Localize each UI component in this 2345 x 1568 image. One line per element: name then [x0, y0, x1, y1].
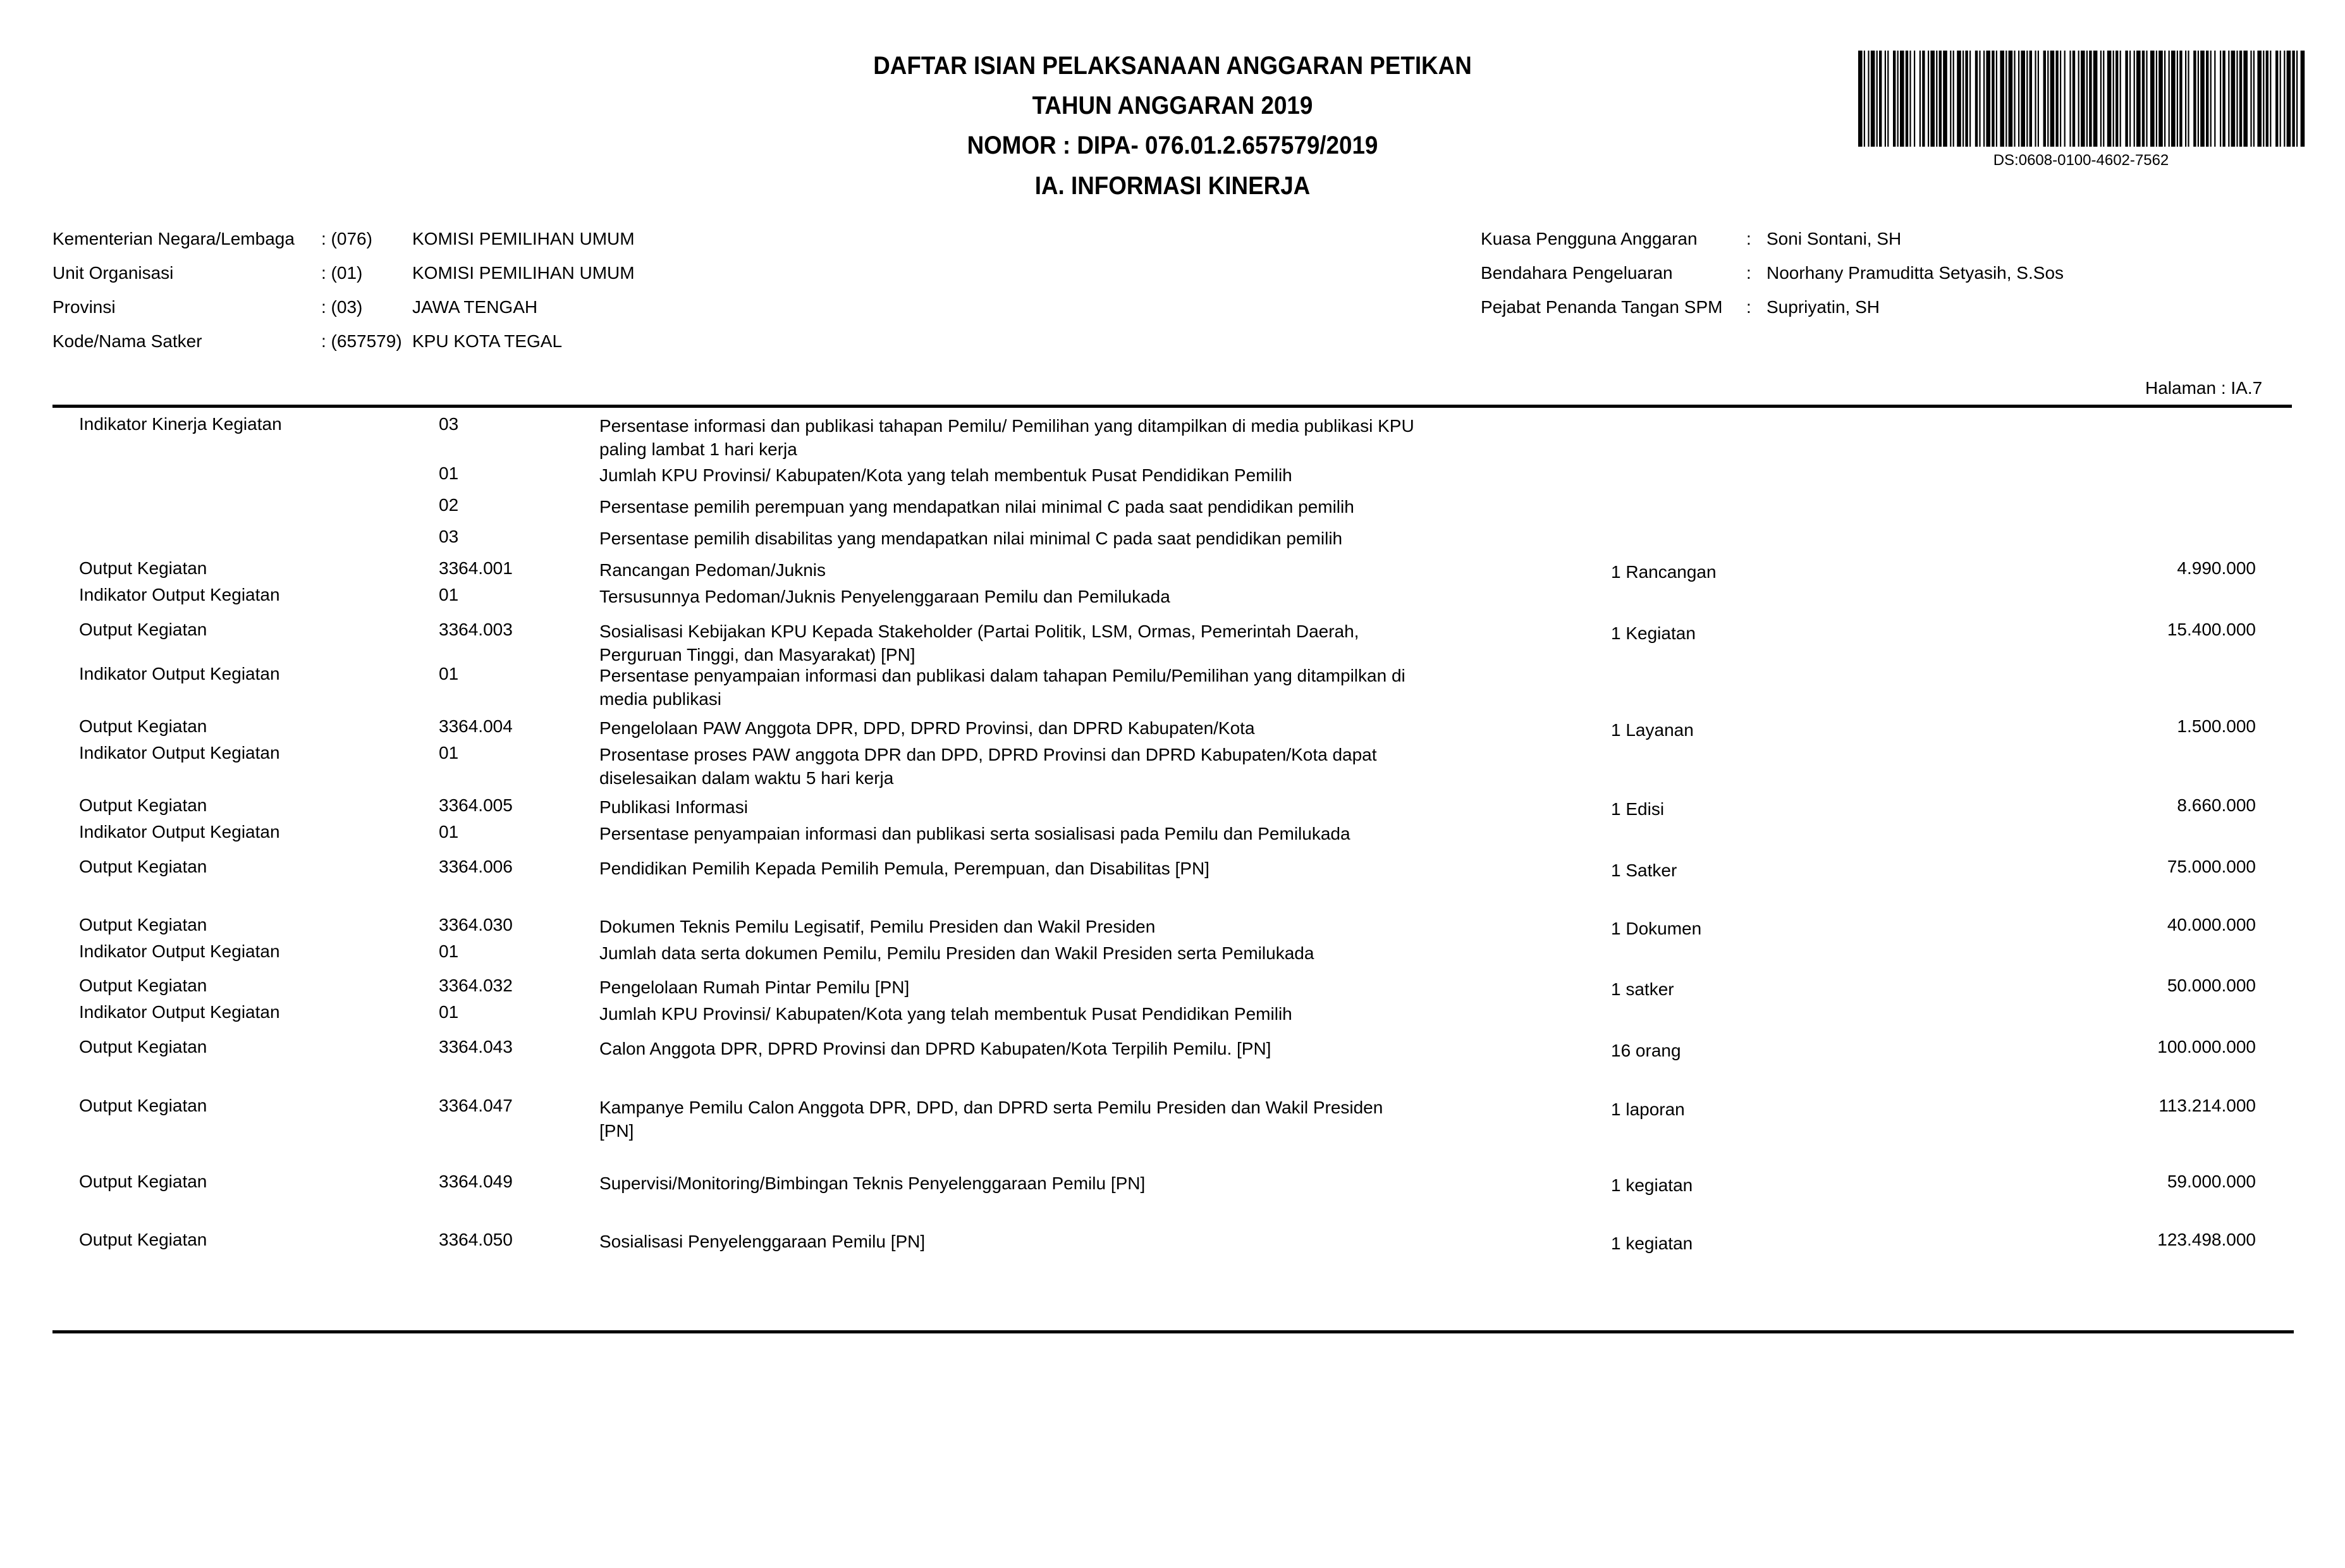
barcode-bar: [2136, 51, 2141, 147]
row-volume: 1 Kegiatan: [1611, 623, 1696, 643]
info-label: Pejabat Penanda Tangan SPM: [1481, 297, 1723, 317]
barcode-bar: [1914, 51, 1915, 147]
barcode-bar: [2275, 51, 2278, 147]
barcode-bar: [2142, 51, 2145, 147]
barcode-bar: [2210, 51, 2212, 147]
barcode-bar: [2014, 51, 2015, 147]
row-volume: 1 Rancangan: [1611, 562, 1717, 582]
row-description: Jumlah KPU Provinsi/ Kabupaten/Kota yang telah membentuk Pusat Pendidikan Pemilih: [599, 465, 1292, 485]
barcode-bar: [2134, 51, 2135, 147]
barcode-bar: [2198, 51, 2199, 147]
barcode-bar: [2038, 51, 2039, 147]
barcode-bar: [1879, 51, 1882, 147]
barcode-bar: [1950, 51, 1951, 147]
barcode-bar: [2257, 51, 2262, 147]
row-description: Persentase informasi dan publikasi tahapan Pemilu/ Pemilihan yang ditampilkan di media publikasi KPU paling lambat 1 hari kerja: [599, 416, 1414, 459]
page-label: Halaman :: [2145, 378, 2226, 398]
barcode-bar: [2301, 51, 2305, 147]
barcode-bar: [1969, 51, 1971, 147]
barcode-bar: [1864, 51, 1865, 147]
barcode-bar: [1928, 51, 1929, 147]
barcode-bar: [1965, 51, 1968, 147]
barcode-bar: [1893, 51, 1895, 147]
row-description: Calon Anggota DPR, DPRD Provinsi dan DPRD Kabupaten/Kota Terpilih Pemilu. [PN]: [599, 1039, 1271, 1058]
barcode-bar: [2146, 51, 2147, 147]
barcode-bar: [2177, 51, 2178, 147]
row-type: Indikator Kinerja Kegiatan: [79, 414, 282, 434]
row-code: 3364.005: [439, 795, 513, 815]
row-description: Tersusunnya Pedoman/Juknis Penyelenggaraan Pemilu dan Pemilukada: [599, 587, 1170, 606]
row-volume: 1 Edisi: [1611, 799, 1665, 819]
page-value: IA.7: [2231, 378, 2263, 398]
barcode-bar: [1975, 51, 1978, 147]
barcode-bar: [1858, 51, 1863, 147]
barcode-bar: [2220, 51, 2221, 147]
info-code: : (657579): [321, 331, 402, 351]
barcode-bar: [2292, 51, 2294, 147]
barcode-bar: [2296, 51, 2298, 147]
row-description: Persentase pemilih disabilitas yang mendapatkan nilai minimal C pada saat pendidikan pemilih: [599, 529, 1343, 548]
barcode-bar: [2287, 51, 2291, 147]
barcode-bar: [2043, 51, 2046, 147]
row-type: Output Kegiatan: [79, 915, 207, 934]
barcode-bar: [1962, 51, 1964, 147]
row-type: Output Kegiatan: [79, 1037, 207, 1057]
barcode-bar: [1900, 51, 1904, 147]
row-type: Output Kegiatan: [79, 1172, 207, 1191]
row-description: Sosialisasi Penyelenggaraan Pemilu [PN]: [599, 1232, 926, 1251]
row-type: Output Kegiatan: [79, 716, 207, 736]
barcode-bar: [2222, 51, 2225, 147]
row-code: 3364.006: [439, 857, 513, 876]
barcode-bar: [2253, 51, 2255, 147]
row-volume: 1 Dokumen: [1611, 919, 1702, 938]
row-description: Supervisi/Monitoring/Bimbingan Teknis Penyelenggaraan Pemilu [PN]: [599, 1173, 1146, 1193]
row-type: Indikator Output Kegiatan: [79, 941, 280, 961]
section-title: IA. INFORMASI KINERJA: [1034, 172, 1311, 200]
row-code: 03: [439, 527, 459, 546]
barcode-bar: [1885, 51, 1886, 147]
barcode-bar: [2000, 51, 2004, 147]
barcode-bar: [1906, 51, 1908, 147]
barcode-bar: [2250, 51, 2251, 147]
row-code: 3364.050: [439, 1230, 513, 1249]
row-description: Pendidikan Pemilih Kepada Pemilih Pemula, Perempuan, dan Disabilitas [PN]: [599, 859, 1209, 878]
info-value: JAWA TENGAH: [412, 297, 538, 317]
barcode-bar: [1943, 51, 1947, 147]
row-code: 03: [439, 414, 459, 434]
row-volume: 1 Layanan: [1611, 720, 1694, 740]
info-label: Kode/Nama Satker: [52, 331, 202, 351]
table-top-rule: [52, 405, 2292, 408]
info-value: KOMISI PEMILIHAN UMUM: [412, 229, 635, 248]
row-type: Indikator Output Kegiatan: [79, 822, 280, 842]
info-code: : (03): [321, 297, 363, 317]
barcode-bar: [1953, 51, 1954, 147]
row-code: 3364.043: [439, 1037, 513, 1057]
row-description: Rancangan Pedoman/Juknis: [599, 560, 826, 580]
info-value: Noorhany Pramuditta Setyasih, S.Sos: [1766, 263, 2064, 283]
barcode-bar: [1871, 51, 1875, 147]
barcode-bar: [2089, 51, 2091, 147]
info-code: : (076): [321, 229, 372, 248]
barcode-bar: [2073, 51, 2075, 147]
row-amount: 4.990.000: [2177, 558, 2256, 578]
row-volume: 1 Satker: [1611, 861, 1677, 880]
barcode-bar: [1930, 51, 1935, 147]
row-description: Persentase penyampaian informasi dan publikasi serta sosialisasi pada Pemilu dan Pemilukada: [599, 824, 1350, 843]
row-code: 01: [439, 1002, 459, 1022]
barcode-bar: [2185, 51, 2186, 147]
barcode-text: DS:0608-0100-4602-7562: [1993, 152, 2169, 169]
row-amount: 15.400.000: [2167, 620, 2256, 639]
barcode-bar: [1939, 51, 1942, 147]
barcode-bar: [2206, 51, 2208, 147]
info-sep: :: [1746, 297, 1751, 317]
barcode-bar: [2115, 51, 2118, 147]
row-amount: 50.000.000: [2167, 976, 2256, 995]
barcode-bar: [1919, 51, 1921, 147]
row-volume: 1 satker: [1611, 979, 1674, 999]
dipa-number: NOMOR : DIPA- 076.01.2.657579/2019: [967, 132, 1378, 159]
barcode-bar: [1877, 51, 1878, 147]
barcode-bar: [2086, 51, 2088, 147]
row-amount: 113.214.000: [2158, 1096, 2256, 1115]
barcode-bar: [2179, 51, 2182, 147]
barcode-bar: [2239, 51, 2242, 147]
info-label: Provinsi: [52, 297, 116, 317]
info-value: Soni Sontani, SH: [1766, 229, 1902, 248]
barcode-bar: [2214, 51, 2215, 147]
barcode-bar: [2243, 51, 2248, 147]
fiscal-year-title: TAHUN ANGGARAN 2019: [1032, 92, 1313, 119]
row-code: 3364.049: [439, 1172, 513, 1191]
row-volume: 1 kegiatan: [1611, 1175, 1693, 1195]
row-type: Output Kegiatan: [79, 558, 207, 578]
barcode-bar: [2078, 51, 2079, 147]
row-description: Publikasi Informasi: [599, 797, 748, 817]
barcode-icon: [1856, 51, 2306, 147]
row-type: Output Kegiatan: [79, 1096, 207, 1115]
row-code: 01: [439, 743, 459, 763]
barcode-bar: [2093, 51, 2098, 147]
row-amount: 8.660.000: [2177, 795, 2256, 815]
barcode-bar: [1996, 51, 1997, 147]
row-amount: 40.000.000: [2167, 915, 2256, 934]
info-sep: :: [1746, 263, 1751, 283]
row-code: 01: [439, 664, 459, 683]
barcode-bar: [2005, 51, 2007, 147]
document-title: DAFTAR ISIAN PELAKSANAAN ANGGARAN PETIKAN: [873, 52, 1472, 80]
barcode-bar: [2125, 51, 2128, 147]
barcode-bar: [1992, 51, 1994, 147]
row-code: 01: [439, 463, 459, 483]
barcode-bar: [2018, 51, 2019, 147]
row-amount: 59.000.000: [2167, 1172, 2256, 1191]
row-volume: 1 kegiatan: [1611, 1234, 1693, 1253]
row-code: 3364.003: [439, 620, 513, 639]
row-type: Output Kegiatan: [79, 620, 207, 639]
barcode-bar: [2188, 51, 2189, 147]
row-amount: 123.498.000: [2157, 1230, 2256, 1249]
row-amount: 1.500.000: [2177, 716, 2256, 736]
barcode-bar: [2158, 51, 2163, 147]
row-type: Output Kegiatan: [79, 857, 207, 876]
barcode-bar: [2047, 51, 2048, 147]
row-code: 3364.004: [439, 716, 513, 736]
row-type: Output Kegiatan: [79, 795, 207, 815]
row-description: Dokumen Teknis Pemilu Legisatif, Pemilu Presiden dan Wakil Presiden: [599, 917, 1156, 936]
barcode-bar: [2055, 51, 2058, 147]
row-type: Indikator Output Kegiatan: [79, 664, 280, 683]
info-value: Supriyatin, SH: [1766, 297, 1880, 317]
barcode-bar: [2035, 51, 2036, 147]
info-label: Bendahara Pengeluaran: [1481, 263, 1673, 283]
row-volume: 16 orang: [1611, 1041, 1681, 1060]
row-description: Sosialisasi Kebijakan KPU Kepada Stakeholder (Partai Politik, LSM, Ormas, Pemerintah Daerah, Perguruan Tinggi, dan Masyarakat) [PN]: [599, 622, 1359, 665]
row-description: Jumlah data serta dokumen Pemilu, Pemilu Presiden dan Wakil Presiden serta Pemilukada: [599, 943, 1314, 963]
info-value: KPU KOTA TEGAL: [412, 331, 563, 351]
barcode-bar: [2009, 51, 2013, 147]
barcode-bar: [2103, 51, 2104, 147]
barcode-bar: [2171, 51, 2176, 147]
row-code: 01: [439, 585, 459, 604]
barcode-bar: [2236, 51, 2238, 147]
barcode-bar: [2081, 51, 2085, 147]
barcode-bar: [2263, 51, 2264, 147]
barcode-bar: [2030, 51, 2032, 147]
row-type: Indikator Output Kegiatan: [79, 1002, 280, 1022]
barcode-bar: [2270, 51, 2271, 147]
barcode-bar: [2129, 51, 2131, 147]
barcode-bar: [2200, 51, 2205, 147]
info-value: KOMISI PEMILIHAN UMUM: [412, 263, 635, 283]
barcode-bar: [1909, 51, 1911, 147]
barcode-bar: [2280, 51, 2281, 147]
barcode-bar: [2107, 51, 2112, 147]
row-code: 3364.001: [439, 558, 513, 578]
barcode-bar: [2150, 51, 2155, 147]
barcode-bar: [2266, 51, 2268, 147]
barcode-bar: [1986, 51, 1990, 147]
info-sep: :: [1746, 229, 1751, 248]
barcode-bar: [2113, 51, 2114, 147]
row-type: Output Kegiatan: [79, 1230, 207, 1249]
barcode-bar: [2156, 51, 2157, 147]
row-code: 02: [439, 495, 459, 515]
row-code: 3364.032: [439, 976, 513, 995]
barcode-bar: [2069, 51, 2071, 147]
barcode-bar: [1983, 51, 1985, 147]
row-description: Kampanye Pemilu Calon Anggota DPR, DPD, dan DPRD serta Pemilu Presiden dan Wakil Presiden [PN]: [599, 1098, 1383, 1141]
barcode-bar: [1868, 51, 1869, 147]
row-code: 3364.047: [439, 1096, 513, 1115]
row-volume: 1 laporan: [1611, 1099, 1685, 1119]
barcode-bar: [1957, 51, 1961, 147]
row-description: Persentase pemilih perempuan yang mendapatkan nilai minimal C pada saat pendidikan pemilih: [599, 497, 1354, 517]
table-bottom-rule: [52, 1330, 2294, 1333]
barcode-bar: [2228, 51, 2229, 147]
row-description: Pengelolaan PAW Anggota DPR, DPD, DPRD Provinsi, dan DPRD Kabupaten/Kota: [599, 718, 1255, 738]
row-code: 3364.030: [439, 915, 513, 934]
row-description: Persentase penyampaian informasi dan publikasi dalam tahapan Pemilu/Pemilihan yang ditampilkan di media publikasi: [599, 666, 1405, 709]
barcode-bar: [2284, 51, 2285, 147]
barcode-bar: [1922, 51, 1925, 147]
barcode-bar: [2169, 51, 2170, 147]
barcode-bar: [2231, 51, 2236, 147]
info-label: Kementerian Negara/Lembaga: [52, 229, 295, 248]
barcode-bar: [2060, 51, 2061, 147]
barcode-bar: [2120, 51, 2121, 147]
row-description: Pengelolaan Rumah Pintar Pemilu [PN]: [599, 977, 910, 997]
row-code: 01: [439, 941, 459, 961]
barcode-bar: [1887, 51, 1889, 147]
page-number: [2145, 378, 2262, 398]
info-label: Unit Organisasi: [52, 263, 174, 283]
row-type: Output Kegiatan: [79, 976, 207, 995]
info-label: Kuasa Pengguna Anggaran: [1481, 229, 1698, 248]
barcode-bar: [2021, 51, 2025, 147]
row-description: Jumlah KPU Provinsi/ Kabupaten/Kota yang telah membentuk Pusat Pendidikan Pemilih: [599, 1004, 1292, 1024]
barcode-bar: [1979, 51, 1980, 147]
row-amount: 100.000.000: [2157, 1037, 2256, 1057]
barcode-bar: [2164, 51, 2165, 147]
barcode-bar: [2064, 51, 2066, 147]
row-amount: 75.000.000: [2167, 857, 2256, 876]
info-code: : (01): [321, 263, 363, 283]
barcode-bar: [2193, 51, 2196, 147]
row-type: Indikator Output Kegiatan: [79, 743, 280, 763]
barcode-bar: [2026, 51, 2028, 147]
barcode-bar: [2100, 51, 2102, 147]
barcode-bar: [1936, 51, 1937, 147]
row-code: 01: [439, 822, 459, 842]
row-description: Prosentase proses PAW anggota DPR dan DPD, DPRD Provinsi dan DPRD Kabupaten/Kota dapat diselesaikan dalam waktu 5 hari kerja: [599, 745, 1377, 788]
row-type: Indikator Output Kegiatan: [79, 585, 280, 604]
barcode-bar: [1897, 51, 1899, 147]
barcode-bar: [2050, 51, 2055, 147]
